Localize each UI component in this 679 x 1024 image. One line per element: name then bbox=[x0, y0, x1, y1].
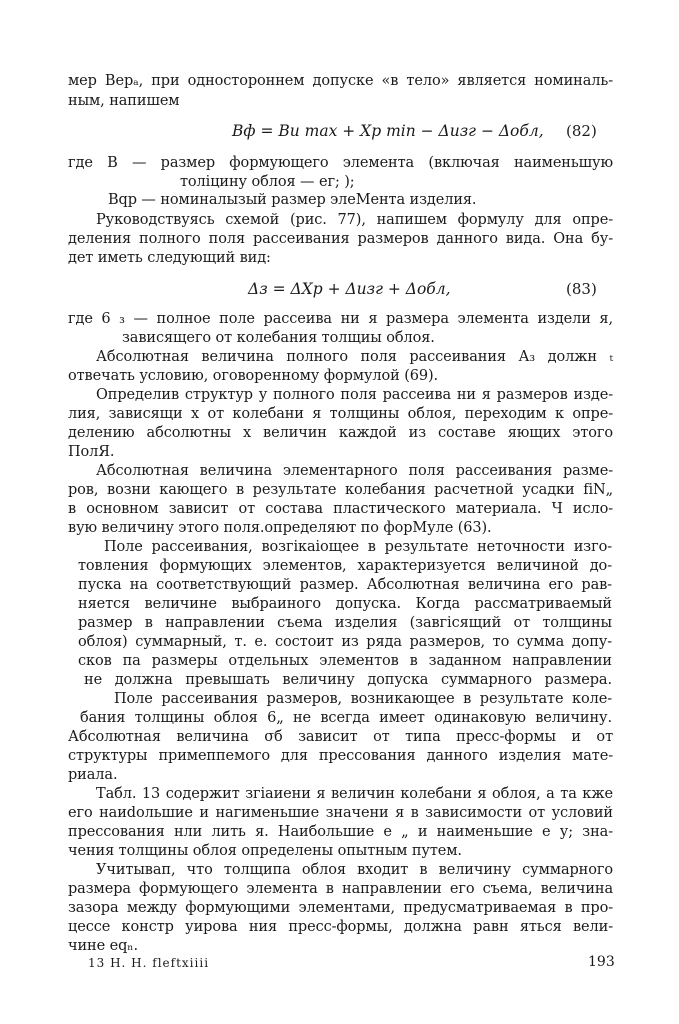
text-line: Руководствуясь схемой (рис. 77), напишем формулу для опре- bbox=[96, 212, 613, 228]
text-line: размера формующего элемента в направлении его съема, величина bbox=[68, 881, 613, 897]
page-number: 193 bbox=[588, 954, 615, 970]
equation-number-82: (82) bbox=[566, 122, 597, 140]
text-line: Определив структур у полного поля рассеива ни я размеров изде- bbox=[96, 387, 613, 403]
text-line: сков па размеры отдельных элементов в заданном направлении bbox=[78, 653, 612, 669]
text-line: толіцину облоя — eг; ); bbox=[180, 174, 355, 190]
text-line: зависящего от колебания толщиы облоя. bbox=[122, 330, 435, 346]
text-line: няется величине выбраиного допуска. Когда рассматриваемый bbox=[78, 596, 612, 612]
text-line: чения толщины облоя определены опытным путем. bbox=[68, 843, 462, 859]
text-line: размер в направлении съема изделия (завгісящий от толщины bbox=[78, 615, 612, 631]
text-line: вую величину этого поля.определяют по форМуле (63). bbox=[68, 520, 492, 536]
text-line: ПолЯ. bbox=[68, 444, 115, 460]
text-line: ров, возни кающего в результате колебания расчетной усадки fiN„ bbox=[68, 482, 613, 498]
text-line: где 6 ₃ — полное поле рассеива ни я размера элемента издели я, bbox=[68, 311, 613, 327]
text-line: Поле рассеивания размеров, возникающее в результате коле- bbox=[114, 691, 612, 707]
formula-83: Δз = ΔXp + Δизг + Δобл, bbox=[248, 280, 451, 298]
text-line: риала. bbox=[68, 767, 118, 783]
text-line: отвечать условию, оговоренному формулой (69). bbox=[68, 368, 439, 384]
text-line: зазора между формующими элементами, предусматриваемая в про- bbox=[68, 900, 613, 916]
text-line: где B — размер формующего элемента (включая наименьшую bbox=[68, 155, 613, 171]
text-line: дет иметь следующий вид: bbox=[68, 250, 271, 266]
text-line: мер Верₐ, при одностороннем допуске «в тело» является номиналь- bbox=[68, 73, 613, 89]
text-line: прессования нли лить я. Наибольшие e „ и наименьшие e у; зна- bbox=[68, 824, 613, 840]
text-line: облоя) суммарный, т. е. состоит из ряда размеров, то сумма допу- bbox=[78, 634, 612, 650]
text-line: Абсолютная величина σб зависит от типа пресс-формы и от bbox=[68, 729, 613, 745]
text-line: ным, напишем bbox=[68, 93, 180, 109]
text-line: пуска на соответствующий размер. Абсолютная величина его рав- bbox=[78, 577, 612, 593]
signature-mark: 13 Н. Н. fleftxiiii bbox=[88, 956, 210, 970]
text-line: не должна превышать величину допуска суммарного размера. bbox=[84, 672, 612, 688]
equation-number-83: (83) bbox=[566, 280, 597, 298]
text-line: чине eqₙ. bbox=[68, 938, 138, 954]
text-line: Поле рассеивания, возгікаіощее в результате неточности изго- bbox=[104, 539, 612, 555]
text-line: товления формующих элементов, характеризуется величиной до- bbox=[78, 558, 612, 574]
text-line: лия, зависящи х от колебани я толщины облоя, переходим к опре- bbox=[68, 406, 613, 422]
text-line: Табл. 13 содержит згіаиени я величин колебани я облоя, а та кже bbox=[96, 786, 613, 802]
text-line: структуры примеппемого для прессования данного изделия мате- bbox=[68, 748, 613, 764]
text-line: Bqр — номиналызый размер элеМента изделия. bbox=[108, 192, 477, 208]
text-line: его наиdольшие и нагименьшие значени я в зависимости от условий bbox=[68, 805, 613, 821]
text-line: цессе констр уирова ния пресс-формы, должна равн яться вели- bbox=[68, 919, 613, 935]
text-line: Абсолютная величина полного поля рассеивания А₃ должн ₜ bbox=[96, 349, 613, 365]
text-line: Учитывап, что толщипа облоя входит в величину суммарного bbox=[96, 862, 613, 878]
text-line: деления полного поля рассеивания размеров данного вида. Она бу- bbox=[68, 231, 613, 247]
text-line: Абсолютная величина элементарного поля рассеивания разме- bbox=[96, 463, 613, 479]
text-line: в основном зависит от состава пластического материала. Ч исло- bbox=[68, 501, 613, 517]
text-line: делению абсолютны х величин каждой из составе яющих этого bbox=[68, 425, 613, 441]
formula-82: Bф = Bu max + Xp min − Δизг − Δобл, bbox=[232, 122, 544, 140]
text-line: бания толщины облоя 6„ не всегда имеет одинаковую величину. bbox=[80, 710, 612, 726]
